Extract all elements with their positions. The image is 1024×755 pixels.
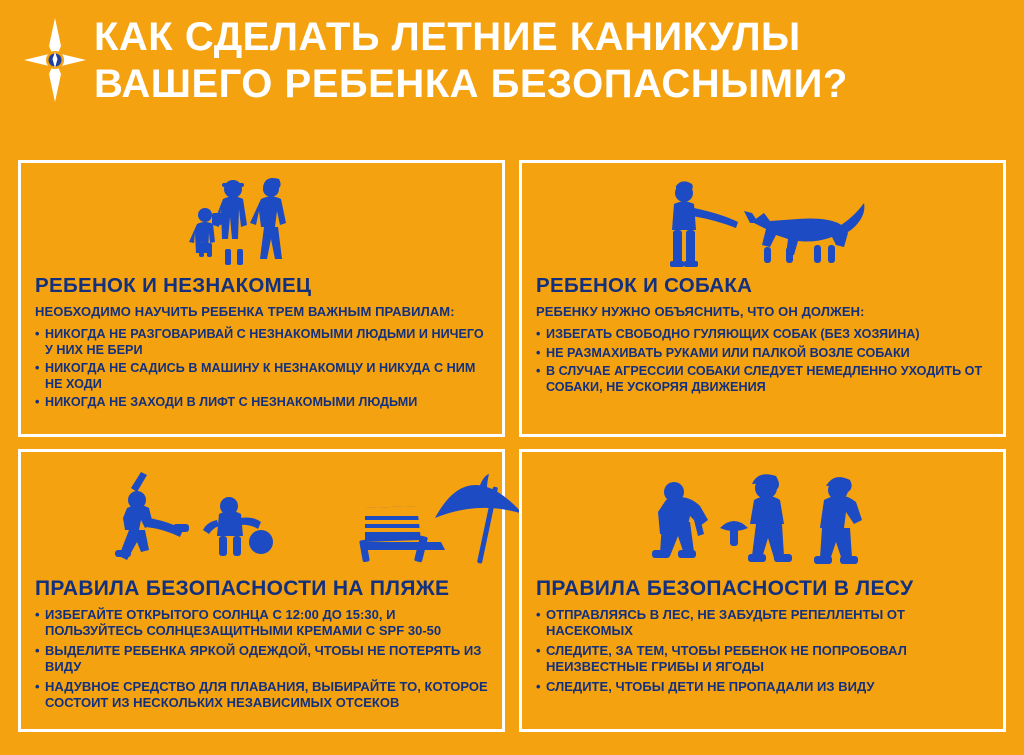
- beach-children-lounger-umbrella-illustration-icon: [35, 462, 488, 574]
- card-bullet-list: [536, 327, 989, 395]
- title-line-1: КАК СДЕЛАТЬ ЛЕТНИЕ КАНИКУЛЫ: [94, 15, 801, 59]
- card-child-and-stranger: [18, 160, 505, 437]
- title-line-2: ВАШЕГО РЕБЕНКА БЕЗОПАСНЫМИ?: [94, 62, 848, 106]
- list-item: • НАДУВНОЕ СРЕДСТВО ДЛЯ ПЛАВАНИЯ, ВЫБИРАЙТЕ ТО, КОТОРОЕ СОСТОИТ ИЗ НЕСКОЛЬКИХ НЕЗАВИСИМЫХ ОТСЕКОВ: [35, 679, 488, 711]
- card-subtitle: РЕБЕНКУ НУЖНО ОБЪЯСНИТЬ, ЧТО ОН ДОЛЖЕН:: [536, 304, 865, 319]
- list-item: • СЛЕДИТЕ, ЗА ТЕМ, ЧТОБЫ РЕБЕНОК НЕ ПОПРОБОВАЛ НЕИЗВЕСТНЫЕ ГРИБЫ И ЯГОДЫ: [536, 643, 989, 675]
- card-title: РЕБЕНОК И НЕЗНАКОМЕЦ: [35, 274, 312, 297]
- card-forest-safety: [519, 449, 1006, 732]
- list-item: • В СЛУЧАЕ АГРЕССИИ СОБАКИ СЛЕДУЕТ НЕМЕДЛЕННО УХОДИТЬ ОТ СОБАКИ, НЕ УСКОРЯЯ ДВИЖЕНИЯ: [536, 364, 989, 395]
- card-title: ПРАВИЛА БЕЗОПАСНОСТИ НА ПЛЯЖЕ: [35, 577, 450, 600]
- list-item: • ОТПРАВЛЯЯСЬ В ЛЕС, НЕ ЗАБУДЬТЕ РЕПЕЛЛЕНТЫ ОТ НАСЕКОМЫХ: [536, 607, 989, 639]
- card-bullet-list: [536, 607, 989, 695]
- list-item: • СЛЕДИТЕ, ЧТОБЫ ДЕТИ НЕ ПРОПАДАЛИ ИЗ ВИДУ: [536, 679, 989, 695]
- card-child-and-dog: [519, 160, 1006, 437]
- card-title: РЕБЕНОК И СОБАКА: [536, 274, 753, 297]
- card-beach-safety: [18, 449, 505, 732]
- child-parent-stranger-illustration-icon: [35, 173, 488, 271]
- list-item: • НИКОГДА НЕ РАЗГОВАРИВАЙ С НЕЗНАКОМЫМИ ЛЮДЬМИ И НИЧЕГО У НИХ НЕ БЕРИ: [35, 327, 488, 358]
- list-item: • ИЗБЕГАТЬ СВОБОДНО ГУЛЯЮЩИХ СОБАК (БЕЗ ХОЗЯИНА): [536, 327, 989, 343]
- emchs-star-emblem-icon: [22, 16, 88, 104]
- list-item: • ИЗБЕГАЙТЕ ОТКРЫТОГО СОЛНЦА С 12:00 ДО 15:30, И ПОЛЬЗУЙТЕСЬ СОЛНЦЕЗАЩИТНЫМИ КРЕМАМИ С SPF 30-50: [35, 607, 488, 639]
- list-item: • НИКОГДА НЕ ЗАХОДИ В ЛИФТ С НЕЗНАКОМЫМИ ЛЮДЬМИ: [35, 395, 488, 411]
- card-title: ПРАВИЛА БЕЗОПАСНОСТИ В ЛЕСУ: [536, 577, 914, 600]
- family-picking-mushrooms-illustration-icon: [536, 462, 989, 574]
- poster-header: [0, 0, 1024, 112]
- list-item: • ВЫДЕЛИТЕ РЕБЕНКА ЯРКОЙ ОДЕЖДОЙ, ЧТОБЫ НЕ ПОТЕРЯТЬ ИЗ ВИДУ: [35, 643, 488, 675]
- card-grid: [18, 160, 1006, 732]
- list-item: • НЕ РАЗМАХИВАТЬ РУКАМИ ИЛИ ПАЛКОЙ ВОЗЛЕ СОБАКИ: [536, 346, 989, 362]
- child-and-dog-illustration-icon: [536, 173, 989, 271]
- page-title: [94, 14, 1006, 108]
- card-subtitle: НЕОБХОДИМО НАУЧИТЬ РЕБЕНКА ТРЕМ ВАЖНЫМ ПРАВИЛАМ:: [35, 304, 455, 319]
- list-item: • НИКОГДА НЕ САДИСЬ В МАШИНУ К НЕЗНАКОМЦУ И НИКУДА С НИМ НЕ ХОДИ: [35, 361, 488, 392]
- card-bullet-list: [35, 607, 488, 711]
- card-bullet-list: [35, 327, 488, 411]
